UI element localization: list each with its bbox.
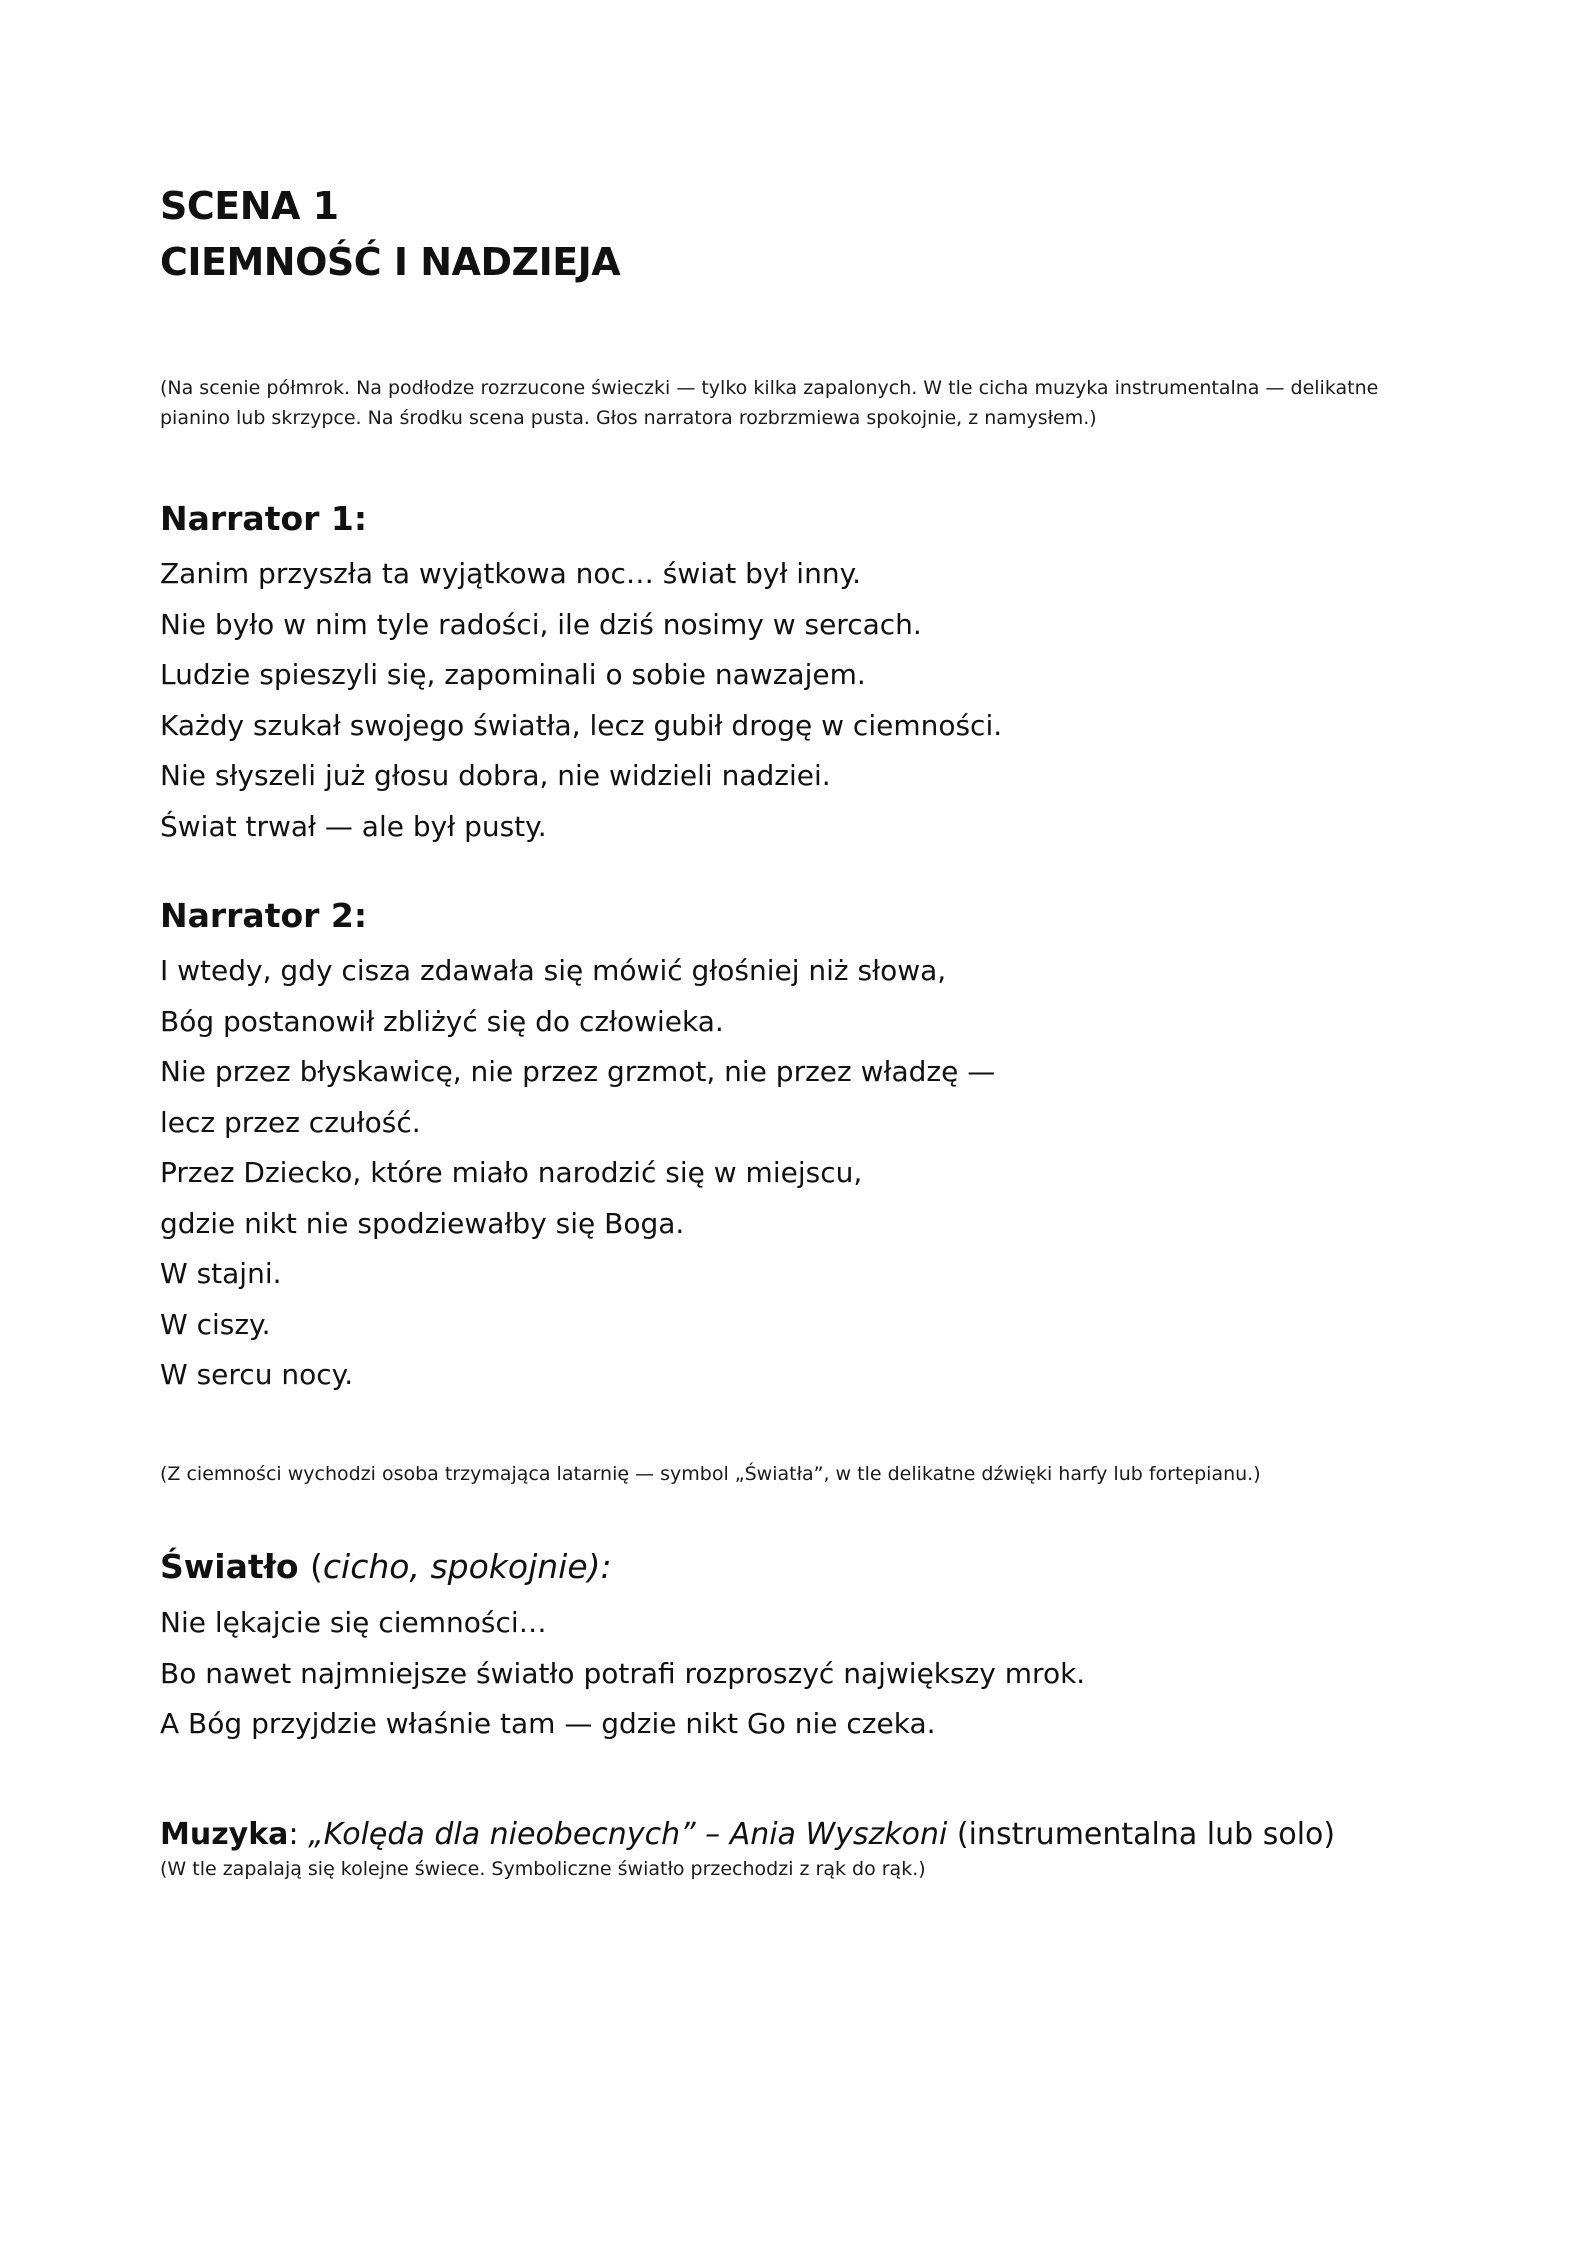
music-label: Muzyka <box>160 1817 289 1852</box>
music-separator: : <box>288 1817 309 1852</box>
scene-number: SCENA 1 <box>160 184 339 228</box>
scene-title: CIEMNOŚĆ I NADZIEJA <box>160 240 621 284</box>
dialogue-line: W ciszy. <box>160 1307 271 1341</box>
dialogue-line: Nie przez błyskawicę, nie przez grzmot, nie przez władzę — <box>160 1055 996 1088</box>
dialogue-line: lecz przez czułość. <box>160 1105 421 1139</box>
light-open-paren: ( <box>310 1547 323 1586</box>
narrator1-speaker: Narrator 1: <box>160 499 368 538</box>
dialogue-line: gdzie nikt nie spodziewałby się Boga. <box>160 1206 685 1240</box>
scene-heading <box>160 178 620 290</box>
dialogue-line: Bo nawet najmniejsze światło potrafi rozproszyć największy mrok. <box>160 1656 1086 1690</box>
dialogue-line: Ludzie spieszyli się, zapominali o sobie nawzajem. <box>160 658 866 691</box>
dialogue-line: W sercu nocy. <box>160 1358 354 1391</box>
dialogue-line: A Bóg przyjdzie właśnie tam — gdzie nikt Go nie czeka. <box>160 1707 936 1740</box>
light-speaker-name: Światło <box>160 1547 299 1586</box>
light-speaker <box>160 1545 612 1589</box>
light-manner: cicho, spokojnie): <box>322 1547 612 1586</box>
dialogue-line: Świat trwał — ale był pusty. <box>160 809 547 843</box>
music-title: „Kolęda dla nieobecnych” – Ania Wyszkoni <box>308 1817 948 1852</box>
dialogue-line: Każdy szukał swojego światła, lecz gubił drogę w ciemności. <box>160 708 1003 742</box>
dialogue-line: Nie słyszeli już głosu dobra, nie widzieli nadziei. <box>160 759 831 792</box>
dialogue-line: Nie lękajcie się ciemności… <box>160 1606 547 1639</box>
dialogue-line: I wtedy, gdy cisza zdawała się mówić głośniej niż słowa, <box>160 954 947 987</box>
light-lines <box>160 1598 1085 1750</box>
end-stage-direction: (W tle zapalają się kolejne świece. Symboliczne światło przechodzi z rąk do rąk.) <box>160 1858 926 1880</box>
narrator2-speaker: Narrator 2: <box>160 896 368 935</box>
middle-stage-direction: (Z ciemności wychodzi osoba trzymająca latarnię — symbol „Światła”, w tle delikatne dźwięki harfy lub fortepianu.) <box>160 1463 1261 1485</box>
intro-stage-direction: (Na scenie półmrok. Na podłodze rozrzucone świeczki — tylko kilka zapalonych. W tle cicha muzyka instrumentalna — delikatne pianino lub skrzypce. Na środku scena pusta. Głos narratora rozbrzmiewa spokojnie, z namysłem.) <box>160 377 1379 429</box>
music-note: (instrumentalna lub solo) <box>947 1817 1336 1852</box>
narrator1-lines <box>160 549 1002 852</box>
dialogue-line: Zanim przyszła ta wyjątkowa noc… świat był inny. <box>160 557 862 590</box>
dialogue-line: W stajni. <box>160 1257 282 1290</box>
dialogue-line: Nie było w nim tyle radości, ile dziś nosimy w sercach. <box>160 607 922 641</box>
dialogue-line: Przez Dziecko, które miało narodzić się w miejscu, <box>160 1156 863 1189</box>
music-cue <box>160 1815 1335 1855</box>
dialogue-line: Bóg postanowił zbliżyć się do człowieka. <box>160 1004 724 1038</box>
narrator2-lines <box>160 946 995 1401</box>
